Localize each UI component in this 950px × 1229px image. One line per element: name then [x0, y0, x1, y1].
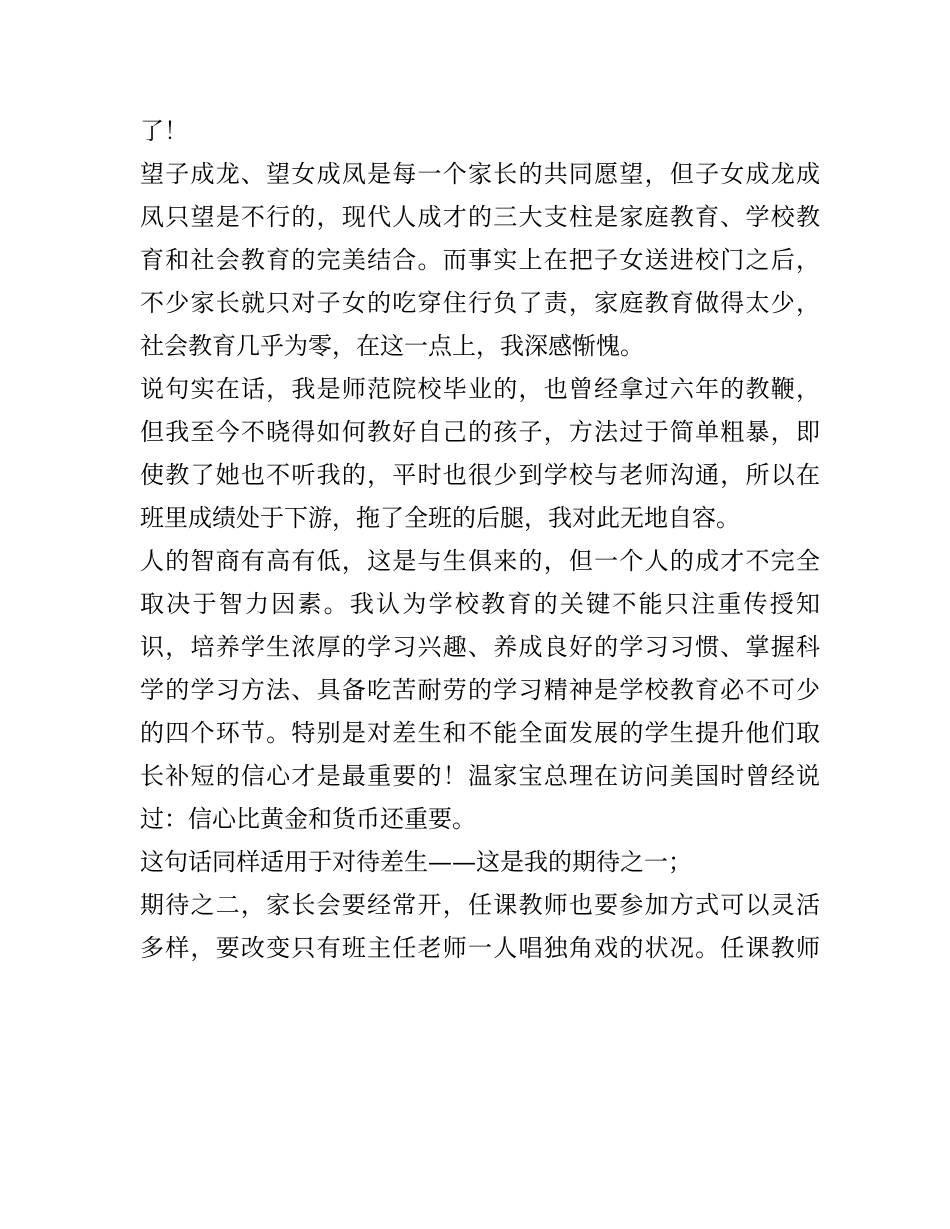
- text-line: 育和社会教育的完美结合。而事实上在把子女送进校门之后，: [140, 246, 820, 274]
- text-line: 但我至今不晓得如何教好自己的孩子，方法过于简单粗暴，即: [140, 418, 820, 446]
- text-line: 凤只望是不行的，现代人成才的三大支柱是家庭教育、学校教: [140, 203, 820, 231]
- text-line: 班里成绩处于下游，拖了全班的后腿，我对此无地自容。: [140, 504, 740, 532]
- text-line: 过：信心比黄金和货币还重要。: [140, 805, 476, 833]
- text-line: 期待之二，家长会要经常开，任课教师也要参加方式可以灵活: [140, 891, 820, 919]
- document-body: [140, 110, 820, 970]
- text-line: 使教了她也不听我的，平时也很少到学校与老师沟通，所以在: [140, 461, 820, 489]
- text-line: 说句实在话，我是师范院校毕业的，也曾经拿过六年的教鞭，: [140, 375, 820, 403]
- text-line: 了！: [140, 117, 188, 145]
- text-line: 取决于智力因素。我认为学校教育的关键不能只注重传授知: [140, 590, 820, 618]
- text-line: 识，培养学生浓厚的学习兴趣、养成良好的学习习惯、掌握科: [140, 633, 820, 661]
- text-line: 学的学习方法、具备吃苦耐劳的学习精神是学校教育必不可少: [140, 676, 820, 704]
- text-line: 人的智商有高有低，这是与生俱来的，但一个人的成才不完全: [140, 547, 820, 575]
- text-line: 社会教育几乎为零，在这一点上，我深感惭愧。: [140, 332, 644, 360]
- text-line: 长补短的信心才是最重要的！温家宝总理在访问美国时曾经说: [140, 762, 820, 790]
- text-line: 的四个环节。特别是对差生和不能全面发展的学生提升他们取: [140, 719, 820, 747]
- text-line: 望子成龙、望女成凤是每一个家长的共同愿望，但子女成龙成: [140, 160, 820, 188]
- text-line: 这句话同样适用于对待差生——这是我的期待之一；: [140, 848, 692, 876]
- text-line: 不少家长就只对子女的吃穿住行负了责，家庭教育做得太少，: [140, 289, 820, 317]
- text-line: 多样，要改变只有班主任老师一人唱独角戏的状况。任课教师: [140, 934, 820, 962]
